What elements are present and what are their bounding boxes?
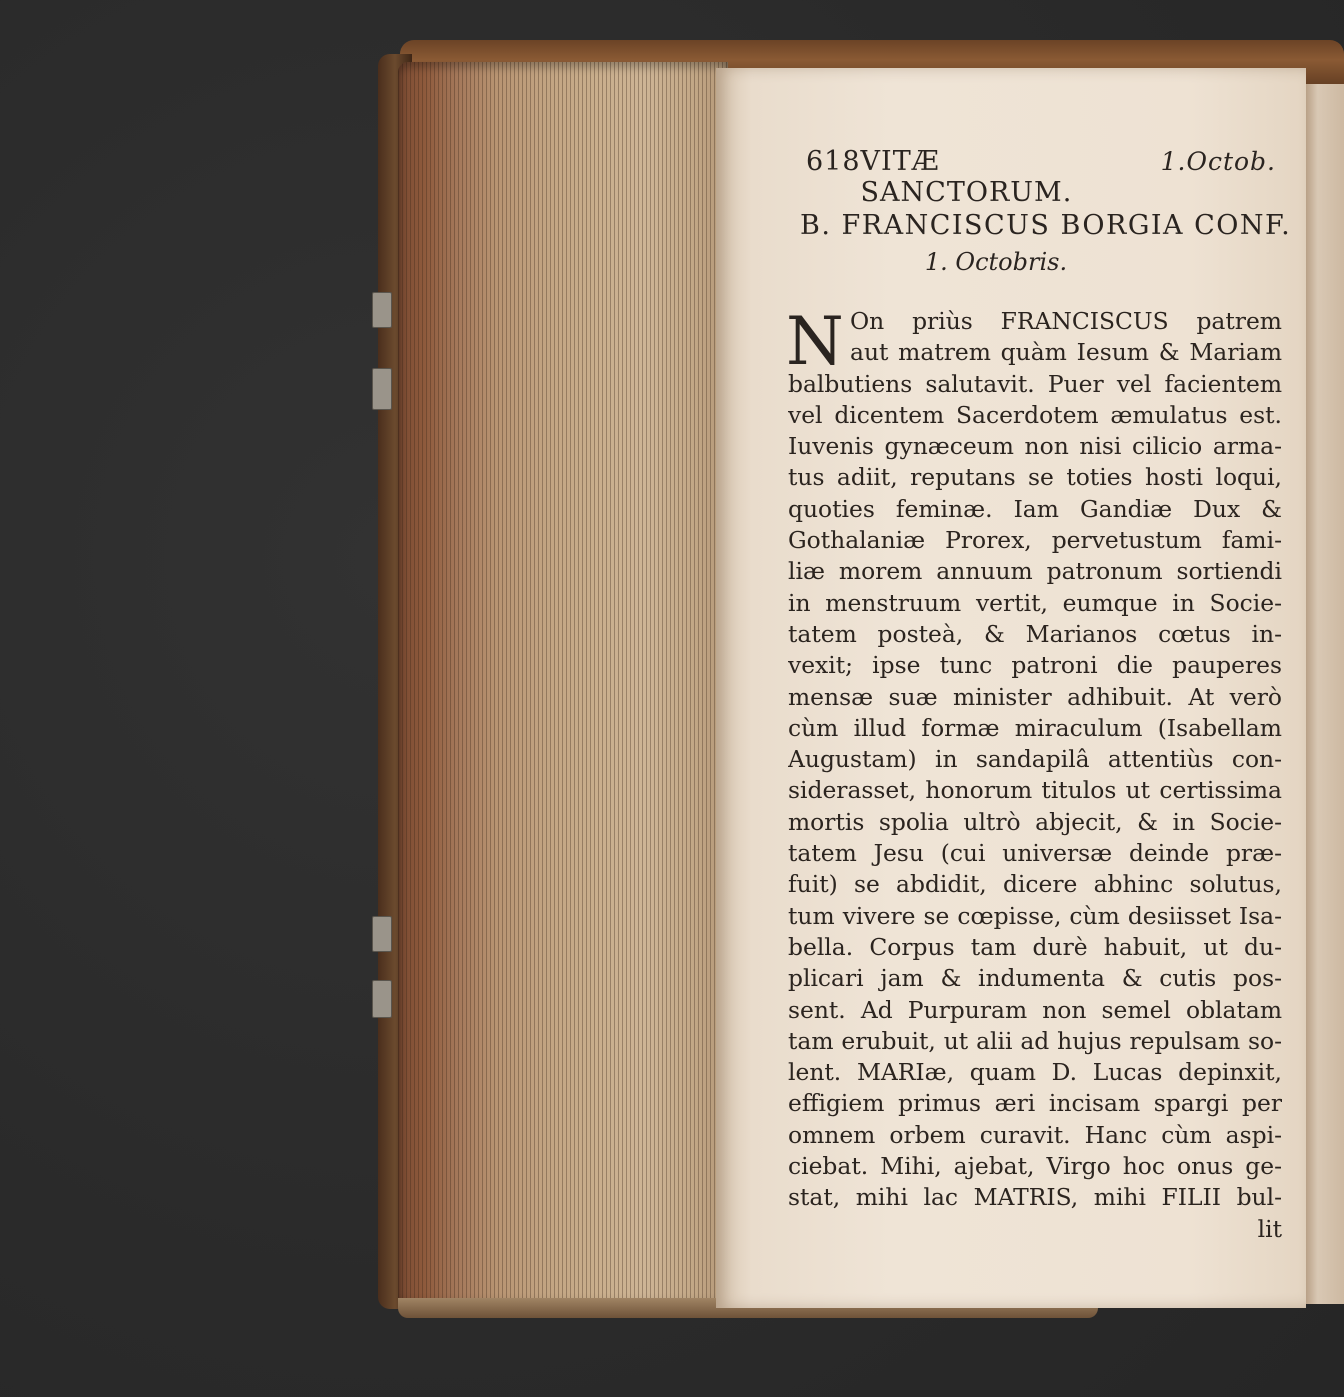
text-line: in menstruum vertit, eumque in Socie- — [788, 588, 1282, 617]
open-book — [378, 40, 1344, 1320]
text-line: bella. Corpus tam durè habuit, ut du- — [788, 932, 1282, 961]
page-number: 618 — [806, 146, 861, 177]
text-line: effigiem primus æri incisam spargi per — [788, 1089, 1282, 1118]
text-line: lit — [1257, 1214, 1282, 1243]
running-date: 1.Octob. — [1160, 147, 1276, 176]
text-line: siderasset, honorum titulos ut certissima — [788, 776, 1282, 805]
article-body — [786, 303, 1282, 1245]
text-line: plicari jam & indumenta & cutis pos- — [788, 964, 1282, 993]
clasp-icon — [372, 916, 392, 952]
text-line: tum vivere se cœpisse, cùm desiisset Isa- — [788, 901, 1282, 930]
text-line: sent. Ad Purpuram non semel oblatam — [788, 995, 1282, 1024]
text-line: balbutiens salutavit. Puer vel facientem — [788, 369, 1282, 398]
text-line: quoties feminæ. Iam Gandiæ Dux & — [788, 494, 1282, 523]
clasp-icon — [372, 292, 392, 328]
text-line: tatem Jesu (cui universæ deinde præ- — [788, 839, 1282, 868]
printed-page — [716, 68, 1306, 1308]
running-title: VITÆ SANCTORUM. — [860, 146, 1073, 208]
article-title: B. FRANCISCUS BORGIA CONF. — [800, 210, 1292, 241]
text-line: tatem posteà, & Marianos cœtus in- — [788, 619, 1282, 648]
text-line: Gothalaniæ Prorex, pervetustum fami- — [788, 526, 1282, 555]
text-line: mortis spolia ultrò abjecit, & in Socie- — [788, 807, 1282, 836]
page-edges — [398, 62, 728, 1312]
text-line: lent. MARIæ, quam D. Lucas depinxit, — [788, 1058, 1282, 1087]
text-line: stat, mihi lac MATRIS, mihi FILII bul- — [788, 1183, 1282, 1212]
facing-page-edge — [1300, 84, 1344, 1304]
text-line: tam erubuit, ut alii ad hujus repulsam so- — [788, 1026, 1282, 1055]
text-line: Augustam) in sandapilâ attentiùs con- — [788, 745, 1282, 774]
text-line: vexit; ipse tunc patroni die pauperes — [788, 651, 1282, 680]
clasp-icon — [372, 368, 392, 410]
text-line: ciebat. Mihi, ajebat, Virgo hoc onus ge- — [788, 1152, 1282, 1181]
text-line: Iuvenis gynæceum non nisi cilicio arma- — [788, 432, 1282, 461]
article-subtitle: 1. Octobris. — [924, 248, 1068, 276]
text-line: fuit) se abdidit, dicere abhinc solutus, — [788, 870, 1282, 899]
running-head — [806, 146, 1276, 208]
drop-cap: N — [786, 303, 844, 380]
text-line: cùm illud formæ miraculum (Isabellam — [788, 713, 1282, 742]
text-line: mensæ suæ minister adhibuit. At verò — [788, 682, 1282, 711]
text-line: On priùs FRANCISCUS patrem — [850, 307, 1282, 335]
clasp-icon — [372, 980, 392, 1018]
text-line: aut matrem quàm Iesum & Mariam — [850, 338, 1282, 367]
text-line: omnem orbem curavit. Hanc cùm aspi- — [788, 1120, 1282, 1149]
text-line: tus adiit, reputans se toties hosti loqui, — [788, 463, 1282, 492]
text-line: vel dicentem Sacerdotem æmulatus est. — [788, 400, 1282, 429]
text-line: liæ morem annuum patronum sortiendi — [788, 557, 1282, 586]
